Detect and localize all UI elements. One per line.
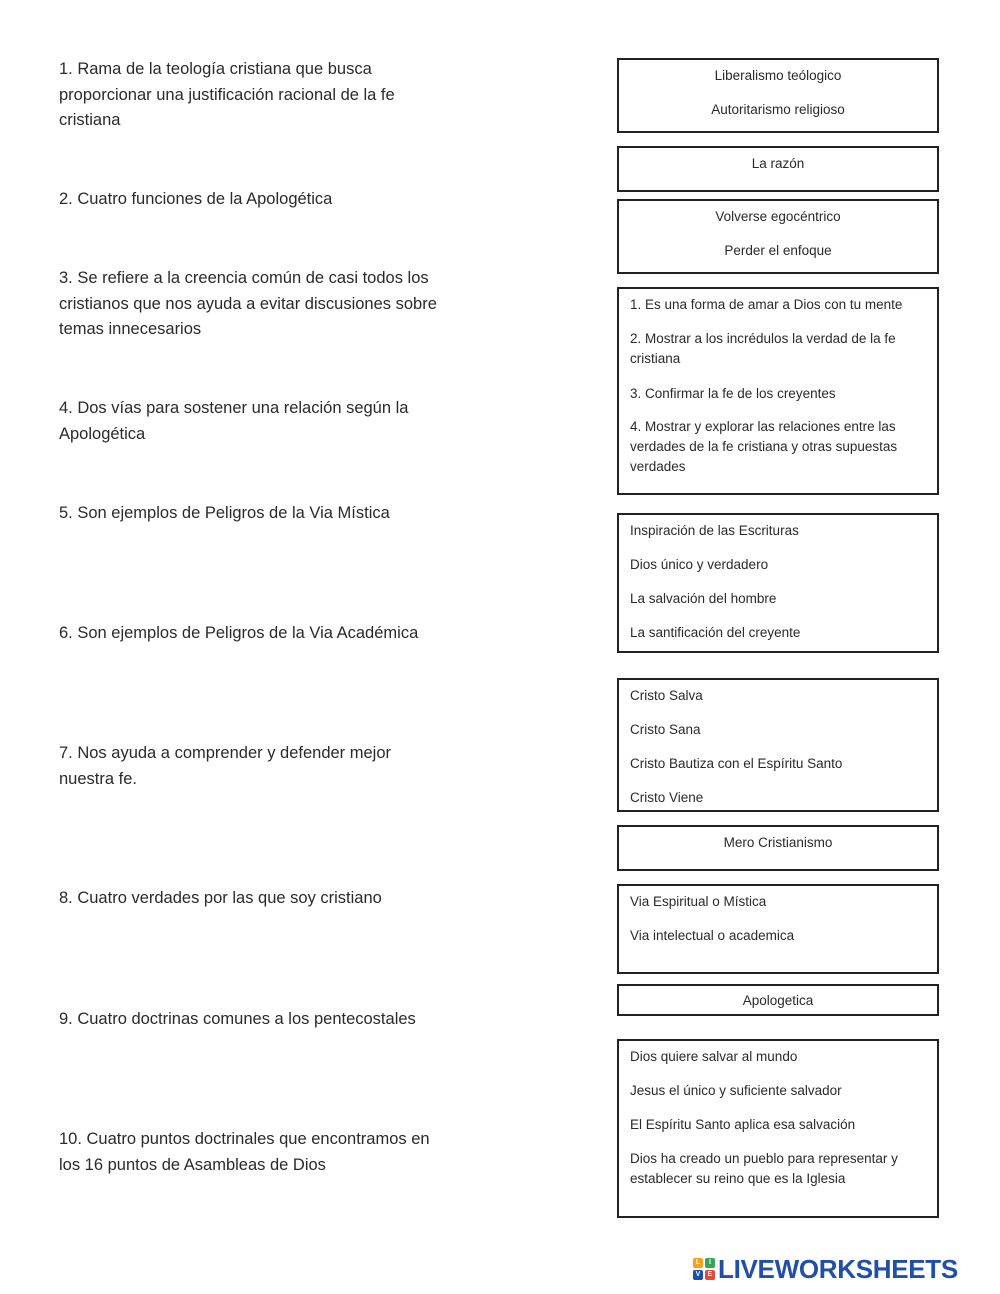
logo-text: LIVEWORKSHEETS bbox=[718, 1253, 958, 1284]
question-2: 2. Cuatro funciones de la Apologética bbox=[59, 190, 333, 208]
answer-box-5[interactable] bbox=[617, 513, 939, 653]
answer-item: La razón bbox=[751, 156, 805, 171]
answer-box-1[interactable] bbox=[617, 58, 939, 133]
answer-item: Volverse egocéntrico bbox=[715, 209, 841, 224]
answer-box-9[interactable] bbox=[617, 984, 939, 1016]
answer-item: El Espíritu Santo aplica esa salvación bbox=[630, 1117, 856, 1132]
answer-item: Dios único y verdadero bbox=[630, 557, 769, 572]
logo-mark-cell: L bbox=[693, 1258, 703, 1268]
logo-mark-cell: I bbox=[705, 1258, 715, 1268]
answer-box-7[interactable] bbox=[617, 825, 939, 871]
answer-item: 4. Mostrar y explorar las relaciones entre las verdades de la fe cristiana y otras supuestas verdades bbox=[630, 419, 898, 474]
question-4: 4. Dos vías para sostener una relación según la Apologética bbox=[59, 399, 409, 443]
answer-item: Cristo Sana bbox=[630, 722, 701, 737]
logo-mark-cell: E bbox=[705, 1270, 715, 1280]
answer-item: Via Espiritual o Mística bbox=[630, 894, 767, 909]
question-6: 6. Son ejemplos de Peligros de la Via Académica bbox=[59, 624, 419, 642]
question-9: 9. Cuatro doctrinas comunes a los pentecostales bbox=[59, 1010, 416, 1028]
answer-box-3[interactable] bbox=[617, 199, 939, 274]
question-8: 8. Cuatro verdades por las que soy cristiano bbox=[59, 889, 382, 907]
answer-item: Liberalismo teólogico bbox=[714, 68, 842, 83]
question-5: 5. Son ejemplos de Peligros de la Via Mística bbox=[59, 504, 390, 522]
answer-item: Dios quiere salvar al mundo bbox=[630, 1049, 798, 1064]
answer-item: La santificación del creyente bbox=[630, 625, 801, 640]
question-3: 3. Se refiere a la creencia común de casi todos los cristianos que nos ayuda a evitar discusiones sobre temas innecesarios bbox=[59, 269, 437, 338]
answer-item: 1. Es una forma de amar a Dios con tu mente bbox=[630, 297, 903, 312]
answer-box-10[interactable] bbox=[617, 1039, 939, 1218]
answer-item: La salvación del hombre bbox=[630, 591, 777, 606]
logo-mark-cell: V bbox=[693, 1270, 703, 1280]
liveworksheets-mark-icon bbox=[693, 1258, 715, 1280]
answer-item: Dios ha creado un pueblo para representar y establecer su reino que es la Iglesia bbox=[630, 1151, 898, 1186]
answer-box-2[interactable] bbox=[617, 146, 939, 192]
liveworksheets-logo bbox=[693, 1254, 958, 1284]
answer-item: Cristo Viene bbox=[630, 790, 704, 805]
answer-item: Cristo Salva bbox=[630, 688, 703, 703]
answer-item: Apologetica bbox=[742, 993, 814, 1008]
answer-item: Perder el enfoque bbox=[724, 243, 832, 258]
question-7: 7. Nos ayuda a comprender y defender mejor nuestra fe. bbox=[59, 744, 392, 788]
answer-item: Mero Cristianismo bbox=[723, 835, 833, 850]
answer-box-8[interactable] bbox=[617, 884, 939, 974]
question-1: 1. Rama de la teología cristiana que busca proporcionar una justificación racional de la fe cristiana bbox=[59, 60, 395, 129]
answer-item: 2. Mostrar a los incrédulos la verdad de la fe cristiana bbox=[630, 331, 896, 366]
answer-box-6[interactable] bbox=[617, 678, 939, 812]
answer-item: 3. Confirmar la fe de los creyentes bbox=[630, 386, 836, 401]
answer-item: Via intelectual o academica bbox=[630, 928, 795, 943]
answer-item: Autoritarismo religioso bbox=[711, 102, 845, 117]
answer-item: Cristo Bautiza con el Espíritu Santo bbox=[630, 756, 843, 771]
answer-item: Inspiración de las Escrituras bbox=[630, 523, 799, 538]
question-10: 10. Cuatro puntos doctrinales que encontramos en los 16 puntos de Asambleas de Dios bbox=[59, 1130, 430, 1174]
answer-item: Jesus el único y suficiente salvador bbox=[630, 1083, 842, 1098]
answer-box-4[interactable] bbox=[617, 287, 939, 495]
